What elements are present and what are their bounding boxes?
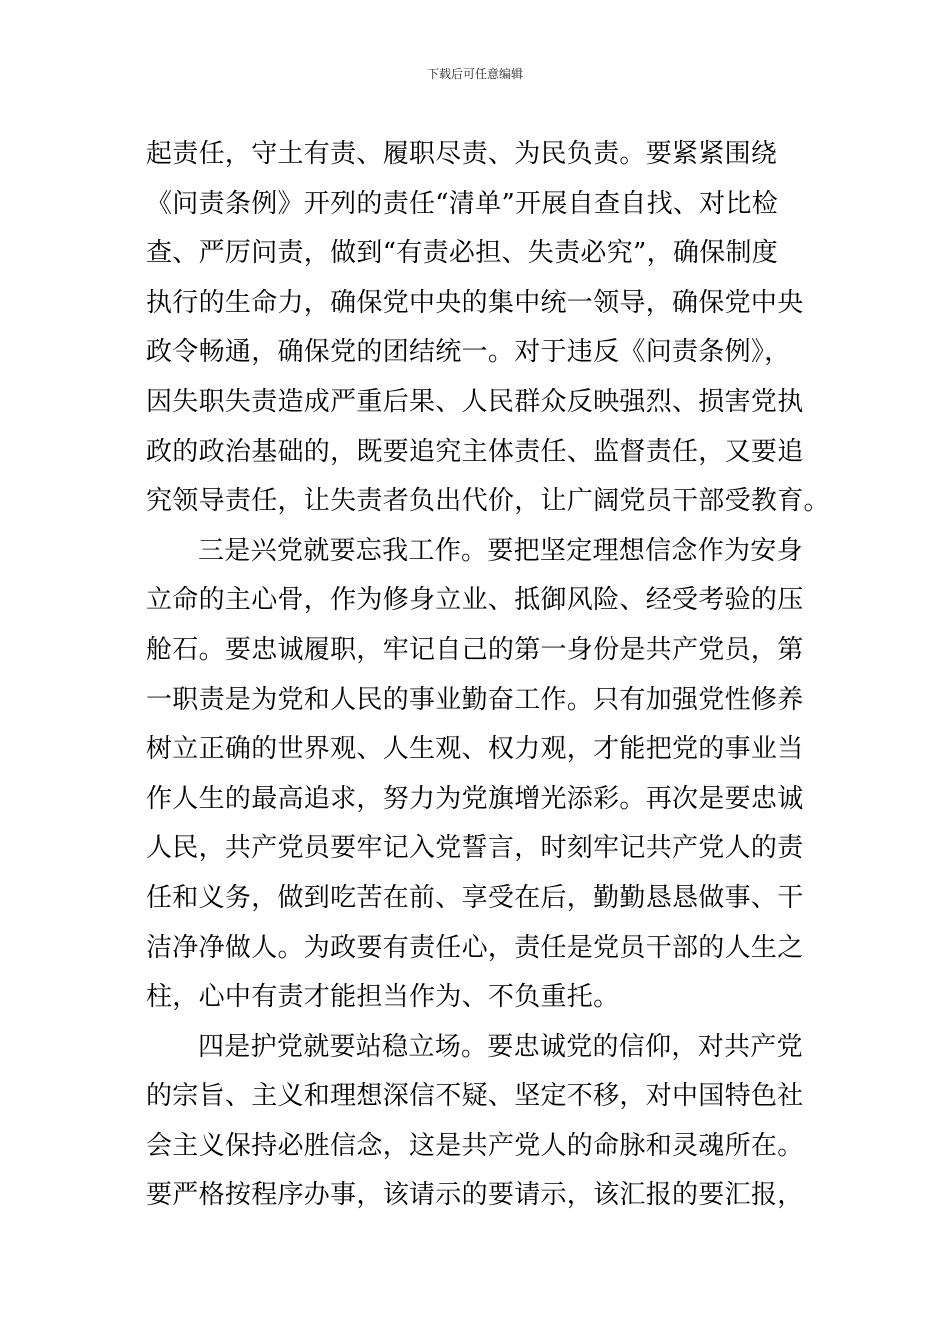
page-header: 下载后可任意编辑 (426, 67, 523, 81)
text-line: 《问责条例》开列的责任“清单”开展自查自找、对比检 (146, 188, 779, 219)
text-line: 一职责是为党和人民的事业勤奋工作。只有加强党性修养 (146, 684, 804, 715)
document-body (146, 130, 830, 1221)
text-line: 柱，心中有责才能担当作为、不负重托。 (146, 982, 620, 1013)
text-line: 人民，共产党员要牢记入党誓言，时刻牢记共产党人的责 (146, 833, 804, 864)
text-line: 作人生的最高追求，努力为党旗增光添彩。再次是要忠诚 (146, 783, 804, 814)
text-line: 任和义务，做到吃苦在前、享受在后，勤勤恳恳做事、干 (146, 882, 804, 913)
paragraph-start-line: 四是护党就要站稳立场。要忠诚党的信仰，对共产党 (198, 1031, 803, 1062)
text-line: 执行的生命力，确保党中央的集中统一领导，确保党中央 (146, 287, 804, 318)
text-line: 起责任，守土有责、履职尽责、为民负责。要紧紧围绕 (146, 139, 778, 169)
text-line: 树立正确的世界观、人生观、权力观，才能把党的事业当 (146, 734, 804, 765)
text-line: 舱石。要忠诚履职，牢记自己的第一身份是共产党员，第 (146, 634, 804, 665)
text-line: 查、严厉问责，做到“有责必担、失责必究”，确保制度 (146, 238, 779, 269)
text-line: 因失职失责造成严重后果、人民群众反映强烈、损害党执 (146, 386, 804, 417)
text-line: 政令畅通，确保党的团结统一。对于违反《问责条例》， (146, 337, 791, 368)
text-line: 政的政治基础的，既要追究主体责任、监督责任，又要追 (146, 436, 804, 467)
text-line: 会主义保持必胜信念，这是共产党人的命脉和灵魂所在。 (146, 1130, 804, 1161)
text-line: 的宗旨、主义和理想深信不疑、坚定不移，对中国特色社 (146, 1081, 804, 1112)
text-line: 立命的主心骨，作为修身立业、抵御风险、经受考验的压 (146, 585, 804, 616)
text-line: 要严格按程序办事，该请示的要请示，该汇报的要汇报， (146, 1180, 804, 1211)
paragraph-start-line: 三是兴党就要忘我工作。要把坚定理想信念作为安身 (198, 535, 803, 566)
text-line: 洁净净做人。为政要有责任心，责任是党员干部的人生之 (146, 932, 804, 963)
text-line: 究领导责任，让失责者负出代价，让广阔党员干部受教育。 (146, 486, 830, 517)
